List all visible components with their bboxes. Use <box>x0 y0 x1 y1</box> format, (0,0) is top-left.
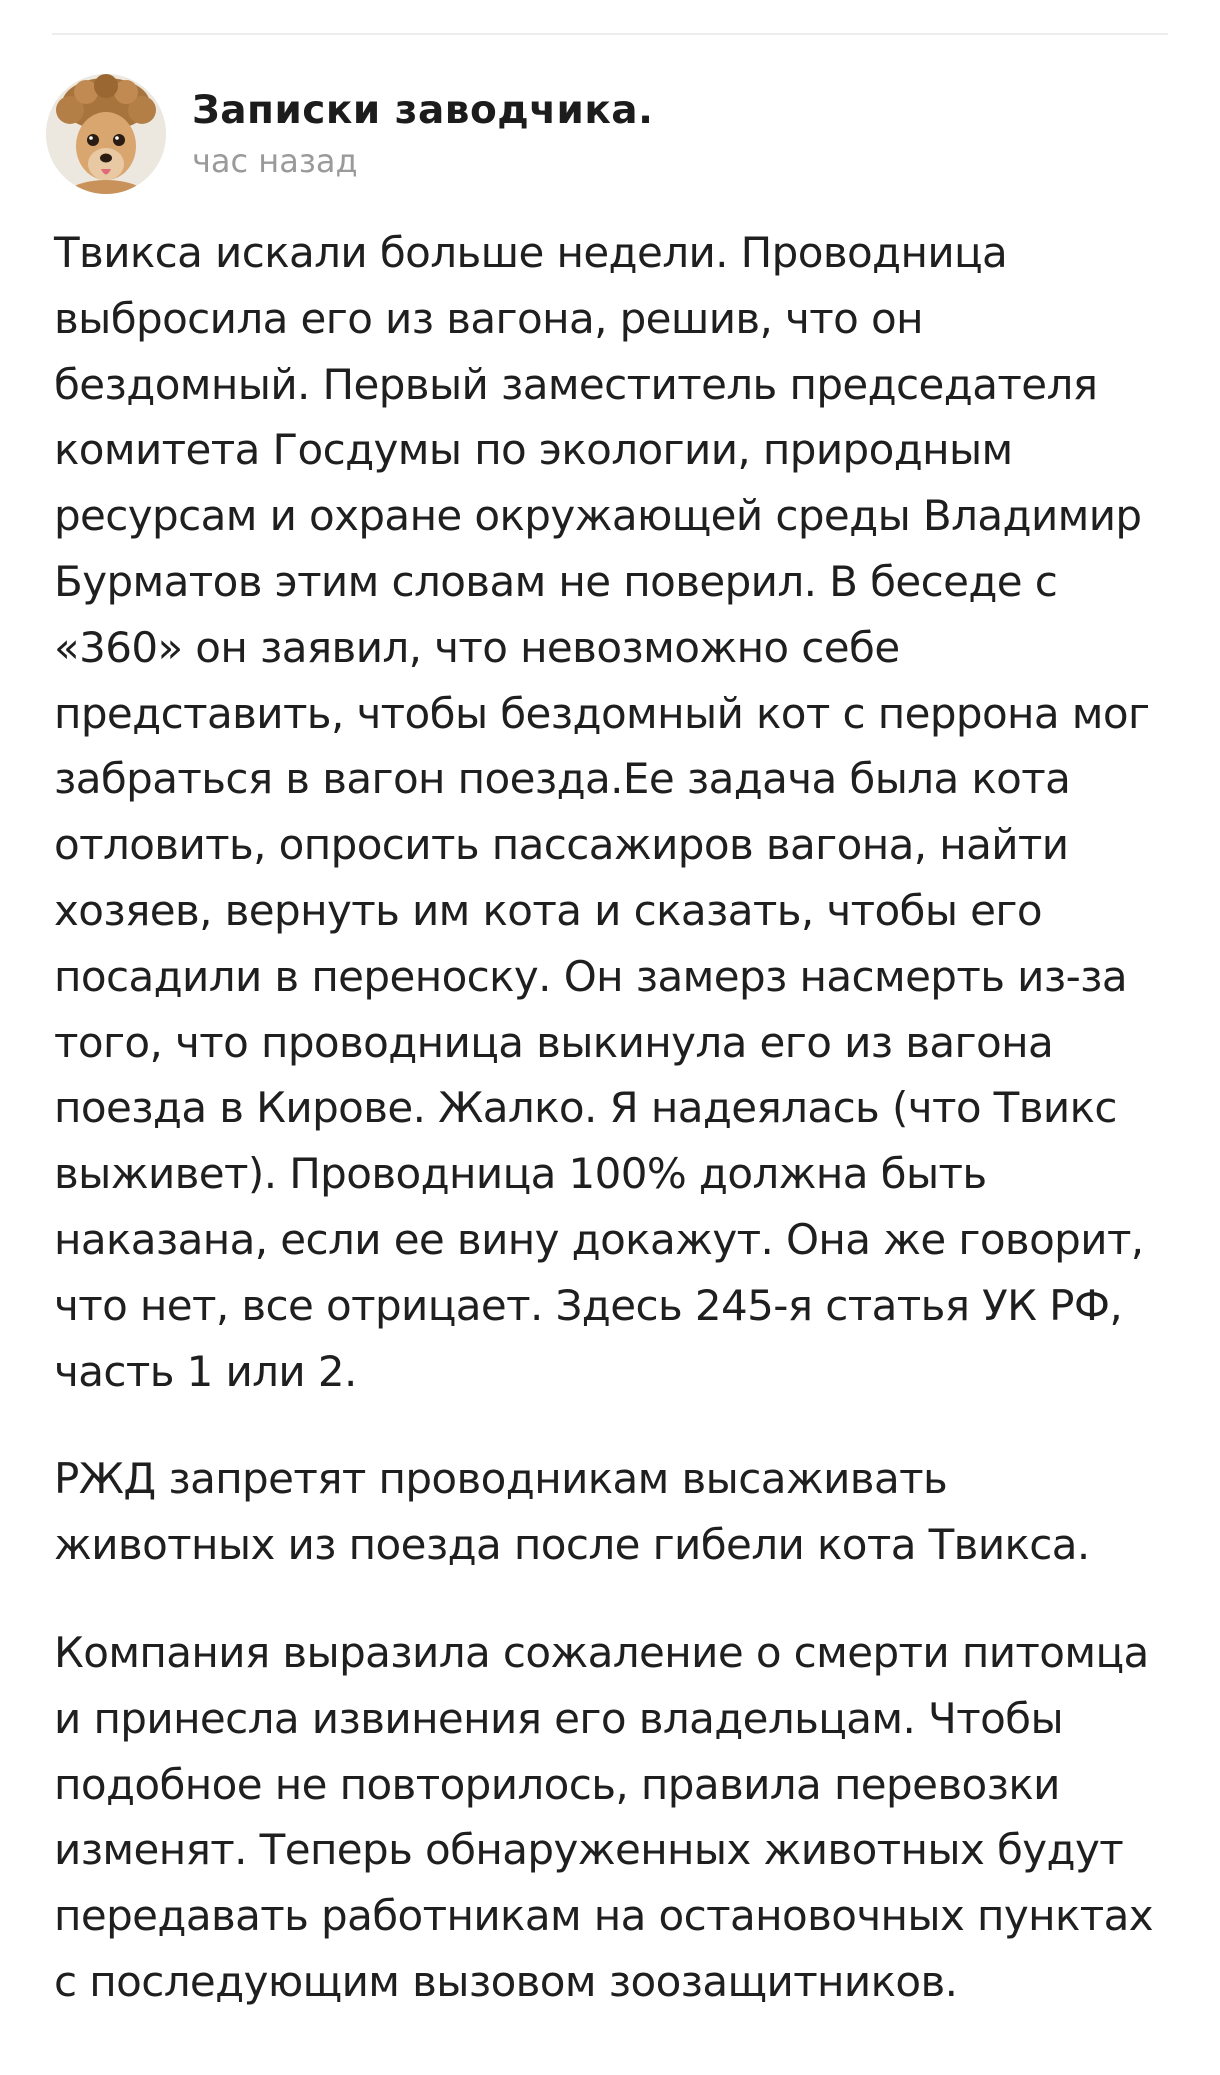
post-body <box>54 220 1174 2015</box>
author-block <box>192 87 653 181</box>
post-paragraph: Твикса искали больше недели. Проводница выбросила его из вагона, решив, что он бездомный. Первый заместитель председателя комитета Госдумы по экологии, природным ресурсам и охране окружающей среды Владимир Бурматов этим словам не поверил. В беседе с «360» он заявил, что невозможно себе представить, чтобы бездомный кот с перрона мог забраться в вагон поезда.Ее задача была кота отловить, опросить пассажиров вагона, найти хозяев, вернуть им кота и сказать, чтобы его посадили в переноску. Он замерз насмерть из-за того, что проводница выкинула его из вагона поезда в Кирове. Жалко. Я надеялась (что Твикс выживет). Проводница 100% должна быть наказана, если ее вину докажут. Она же говорит, что нет, все отрицает. Здесь 245-я статья УК РФ, часть 1 или 2. <box>54 228 1150 1396</box>
author-name[interactable]: Записки заводчика. <box>192 88 654 133</box>
author-avatar[interactable] <box>46 74 166 194</box>
top-divider <box>52 33 1168 35</box>
post-paragraph: Компания выразила сожаление о смерти питомца и принесла извинения его владельцам. Чтобы подобное не повторилось, правила перевозки изменят. Теперь обнаруженных животных будут передавать работникам на остановочных пунктах с последующим вызовом зоозащитников. <box>54 1627 1153 2006</box>
post-paragraph: РЖД запретят проводникам высаживать животных из поезда после гибели кота Твикса. <box>54 1454 1090 1570</box>
post-header <box>46 74 653 194</box>
dog-avatar-icon <box>46 74 166 194</box>
post-timestamp: час назад <box>192 142 358 180</box>
